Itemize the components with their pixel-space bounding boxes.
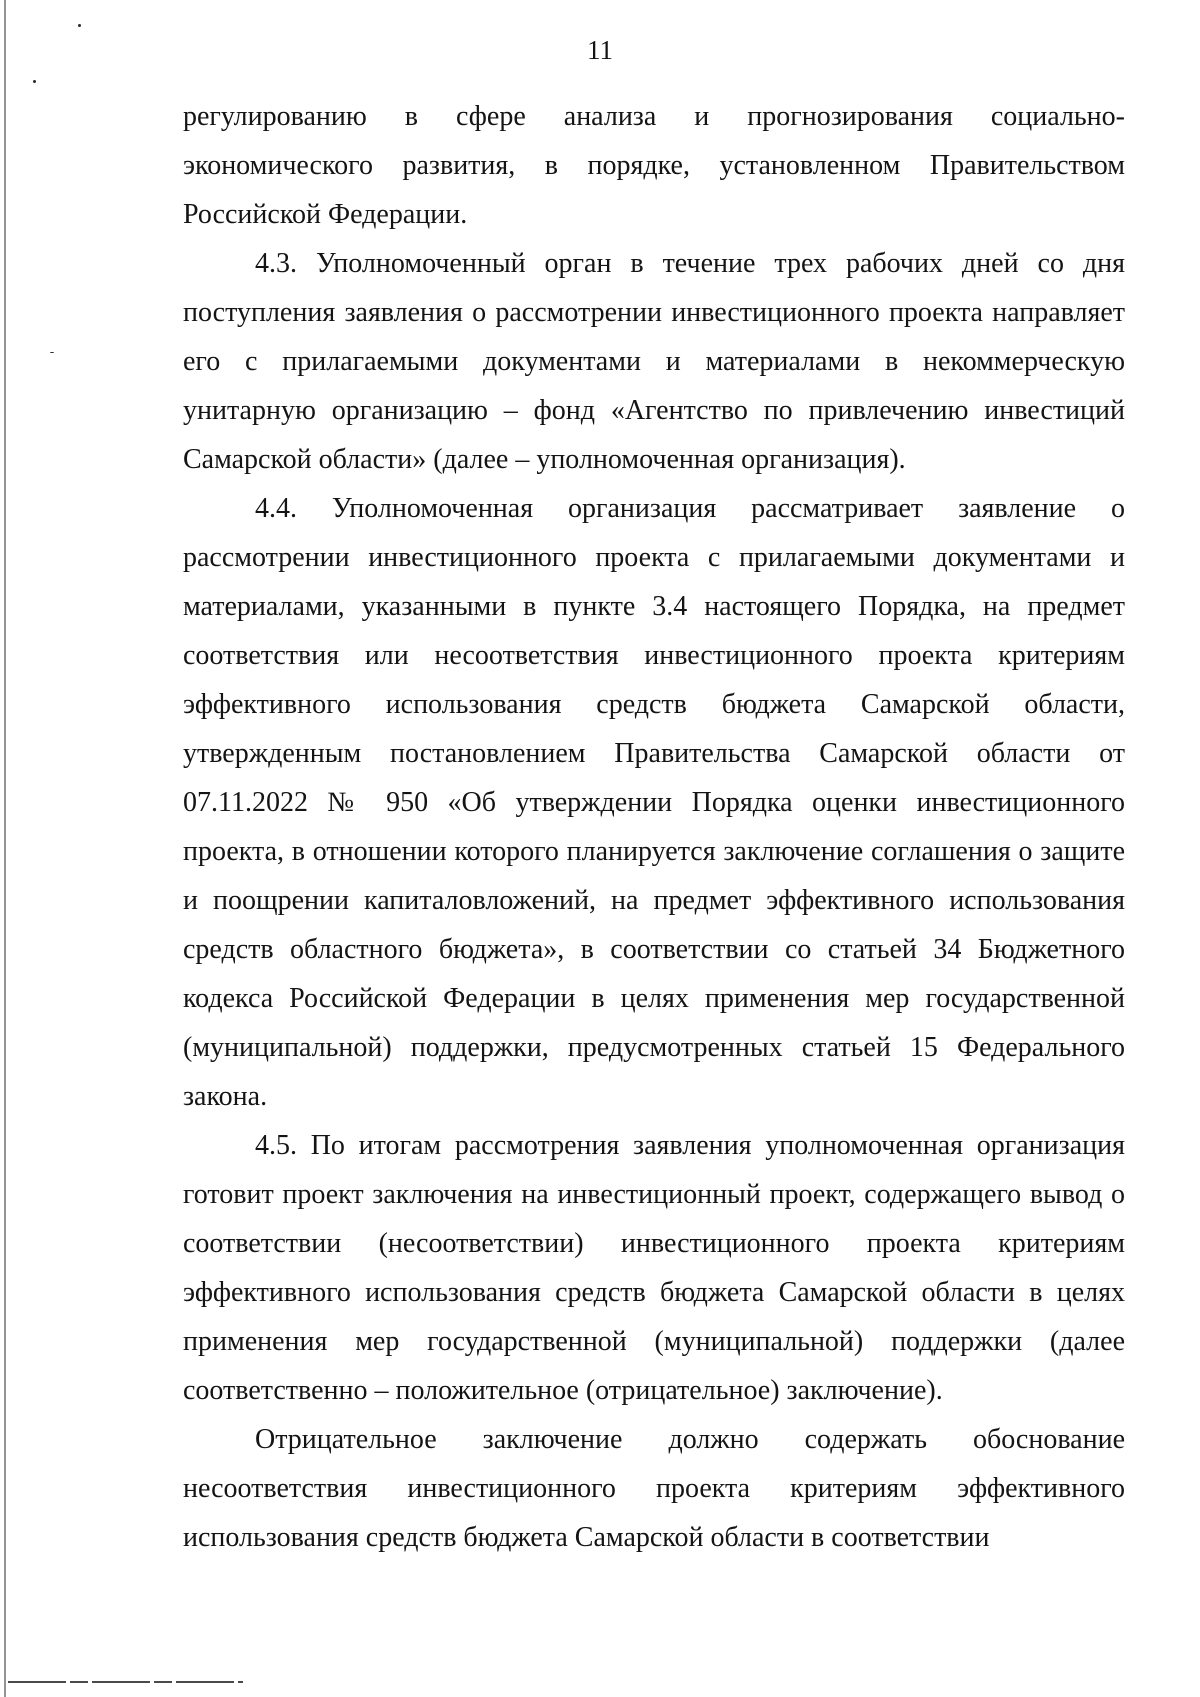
paragraph-4-3: 4.3. Уполномоченный орган в течение трех рабочих дней со дня поступления заявления о рассмотрении инвестиционного проекта направляет его с прилагаемыми документами и материалами в некоммерческую унитарную организацию – фонд «Агентство по привлечению инвестиций Самарской области» (далее – уполномоченная организация).: [183, 248, 1125, 475]
paragraph-4-5: 4.5. По итогам рассмотрения заявления уполномоченная организация готовит проект заключения на инвестиционный проект, содержащего вывод о соответствии (несоответствии) инвестиционного проекта критериям эффективного использования средств бюджета Самарской области в целях применения мер государственной (муниципальной) поддержки (далее соответственно – положительное (отрицательное) заключение).: [183, 1130, 1125, 1406]
document-body: [183, 92, 1125, 1562]
scan-bottom-edge: [8, 1681, 243, 1683]
scan-speck: [78, 24, 81, 27]
paragraph-negative-conclusion: Отрицательное заключение должно содержать обоснование несоответствия инвестиционного проекта критериям эффективного использования средств бюджета Самарской области в соответствии: [183, 1424, 1125, 1553]
paragraph-continuation: регулированию в сфере анализа и прогнозирования социально-экономического развития, в порядке, установленном Правительством Российской Федерации.: [183, 101, 1125, 230]
page-number: 11: [587, 35, 613, 65]
scan-left-edge: [4, 0, 6, 1697]
scan-speck: [33, 80, 36, 83]
paragraph-4-4: 4.4. Уполномоченная организация рассматривает заявление о рассмотрении инвестиционного проекта с прилагаемыми документами и материалами, указанными в пункте 3.4 настоящего Порядка, на предмет соответствия или несоответствия инвестиционного проекта критериям эффективного использования средств бюджета Самарской области, утвержденным постановлением Правительства Самарской области от 07.11.2022 № 950 «Об утверждении Порядка оценки инвестиционного проекта, в отношении которого планируется заключение соглашения о защите и поощрении капиталовложений, на предмет эффективного использования средств областного бюджета», в соответствии со статьей 34 Бюджетного кодекса Российской Федерации в целях применения мер государственной (муниципальной) поддержки, предусмотренных статьей 15 Федерального закона.: [183, 493, 1125, 1112]
scan-speck: [50, 352, 54, 353]
